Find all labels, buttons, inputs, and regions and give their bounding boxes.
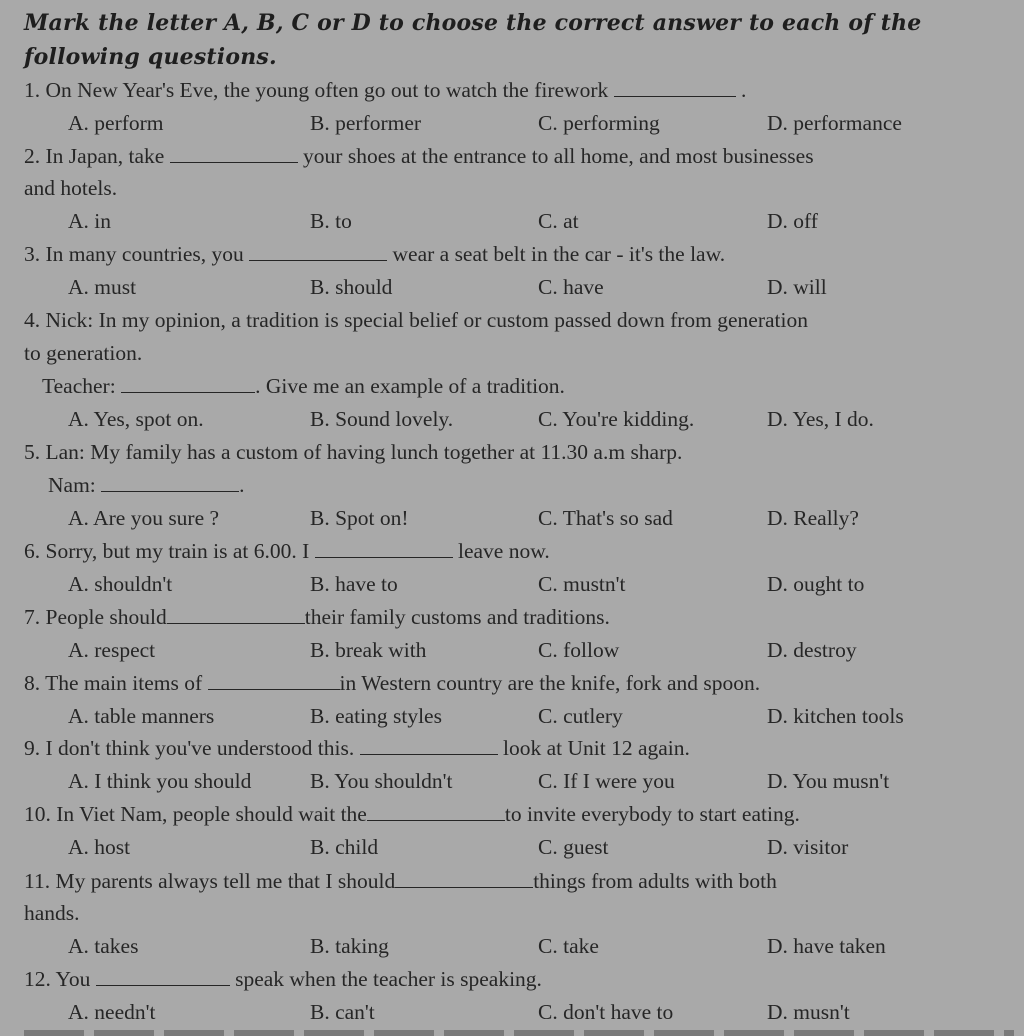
question-3 [24, 238, 1014, 271]
instructions-heading: Mark the letter A, B, C or D to choose the correct answer to each of the following questions. [24, 10, 922, 70]
option-a[interactable]: A. Yes, spot on. [68, 407, 204, 431]
question-stem-end: in Western country are the knife, fork and spoon. [339, 671, 761, 695]
question-2-continued: and hotels. [24, 176, 118, 200]
option-a[interactable]: A. I think you should [68, 769, 252, 793]
option-d[interactable]: D. ought to [767, 572, 865, 596]
question-stem-end: look at Unit 12 again. [497, 736, 690, 760]
answer-blank [101, 473, 239, 492]
question-stem-end: . [735, 78, 747, 102]
question-stem-end: their family customs and traditions. [304, 605, 610, 629]
question-stem: 3. In many countries, you [24, 242, 250, 266]
option-b[interactable]: B. Sound lovely. [310, 407, 454, 431]
option-d[interactable]: D. You musn't [767, 769, 890, 793]
option-d[interactable]: D. musn't [767, 1000, 850, 1024]
question-stem-end: speak when the teacher is speaking. [229, 967, 542, 991]
option-b[interactable]: B. can't [310, 1000, 375, 1024]
option-a[interactable]: A. in [68, 209, 111, 233]
option-d[interactable]: D. visitor [767, 835, 849, 859]
option-c[interactable]: C. That's so sad [538, 506, 673, 530]
option-b[interactable]: B. break with [310, 638, 427, 662]
option-d[interactable]: D. have taken [767, 934, 886, 958]
option-c[interactable]: C. take [538, 934, 599, 958]
option-b[interactable]: B. child [310, 835, 379, 859]
question-stem: 8. The main items of [24, 671, 208, 695]
option-a[interactable]: A. takes [68, 934, 139, 958]
question-stem: 12. You [24, 967, 96, 991]
answer-blank [367, 802, 505, 821]
question-stem: 2. In Japan, take [24, 144, 170, 168]
option-d[interactable]: D. performance [767, 111, 902, 135]
question-stem-end: leave now. [452, 539, 550, 563]
question-9 [24, 732, 1014, 765]
reply-speaker: Nam: [48, 473, 102, 497]
question-stem: 10. In Viet Nam, people should wait the [24, 802, 367, 826]
option-c[interactable]: C. cutlery [538, 704, 623, 728]
option-a[interactable]: A. must [68, 275, 137, 299]
question-stem: 7. People should [24, 605, 167, 629]
question-12 [24, 963, 1014, 996]
question-8 [24, 667, 1014, 700]
answer-blank [614, 78, 736, 97]
answer-blank [315, 539, 453, 558]
question-stem: 1. On New Year's Eve, the young often go out to watch the firework [24, 78, 614, 102]
option-a[interactable]: A. needn't [68, 1000, 156, 1024]
question-5-reply [48, 469, 1024, 502]
question-stem: 6. Sorry, but my train is at 6.00. I [24, 539, 315, 563]
option-d[interactable]: D. destroy [767, 638, 857, 662]
option-b[interactable]: B. have to [310, 572, 398, 596]
option-c[interactable]: C. mustn't [538, 572, 626, 596]
option-b[interactable]: B. eating styles [310, 704, 442, 728]
option-a[interactable]: A. table manners [68, 704, 215, 728]
answer-blank [170, 144, 298, 163]
option-b[interactable]: B. You shouldn't [310, 769, 453, 793]
question-stem: 11. My parents always tell me that I should [24, 869, 396, 893]
question-stem-end: things from adults with both [533, 869, 777, 893]
option-d[interactable]: D. Yes, I do. [767, 407, 874, 431]
option-d[interactable]: D. Really? [767, 506, 859, 530]
option-c[interactable]: C. You're kidding. [538, 407, 695, 431]
option-a[interactable]: A. Are you sure ? [68, 506, 220, 530]
answer-blank [360, 736, 498, 755]
option-b[interactable]: B. to [310, 209, 352, 233]
question-10 [24, 798, 1014, 831]
option-c[interactable]: C. at [538, 209, 579, 233]
question-2 [24, 140, 1014, 173]
option-d[interactable]: D. off [767, 209, 818, 233]
option-a[interactable]: A. host [68, 835, 131, 859]
option-d[interactable]: D. will [767, 275, 827, 299]
reply-rest: . [239, 473, 245, 497]
option-c[interactable]: C. follow [538, 638, 620, 662]
question-stem-end: to invite everybody to start eating. [504, 802, 800, 826]
option-a[interactable]: A. respect [68, 638, 156, 662]
answer-blank [121, 374, 255, 393]
question-4-continued: to generation. [24, 341, 143, 365]
question-5: 5. Lan: My family has a custom of having lunch together at 11.30 a.m sharp. [24, 440, 683, 464]
reply-speaker: Teacher: [42, 374, 122, 398]
question-4: 4. Nick: In my opinion, a tradition is special belief or custom passed down from generation [24, 308, 808, 332]
option-c[interactable]: C. guest [538, 835, 609, 859]
question-stem-end: wear a seat belt in the car - it's the law. [387, 242, 726, 266]
option-c[interactable]: C. performing [538, 111, 660, 135]
option-b[interactable]: B. Spot on! [310, 506, 409, 530]
answer-blank [395, 869, 533, 888]
option-d[interactable]: D. kitchen tools [767, 704, 904, 728]
option-c[interactable]: C. have [538, 275, 604, 299]
option-b[interactable]: B. performer [310, 111, 422, 135]
answer-blank [167, 605, 305, 624]
question-6 [24, 535, 1014, 568]
question-11-continued: hands. [24, 901, 80, 925]
option-c[interactable]: C. don't have to [538, 1000, 674, 1024]
option-a[interactable]: A. shouldn't [68, 572, 173, 596]
answer-blank [249, 242, 387, 261]
cut-off-next-line [24, 1030, 1014, 1036]
answer-blank [96, 967, 230, 986]
option-b[interactable]: B. taking [310, 934, 389, 958]
question-1 [24, 74, 1014, 107]
reply-rest: . Give me an example of a tradition. [255, 374, 565, 398]
question-stem-end: your shoes at the entrance to all home, and most businesses [297, 144, 814, 168]
option-c[interactable]: C. If I were you [538, 769, 675, 793]
question-4-reply [42, 370, 1024, 403]
question-stem: 9. I don't think you've understood this. [24, 736, 360, 760]
question-11 [24, 865, 1014, 898]
question-7 [24, 601, 1014, 634]
option-a[interactable]: A. perform [68, 111, 164, 135]
option-b[interactable]: B. should [310, 275, 393, 299]
answer-blank [208, 671, 340, 690]
